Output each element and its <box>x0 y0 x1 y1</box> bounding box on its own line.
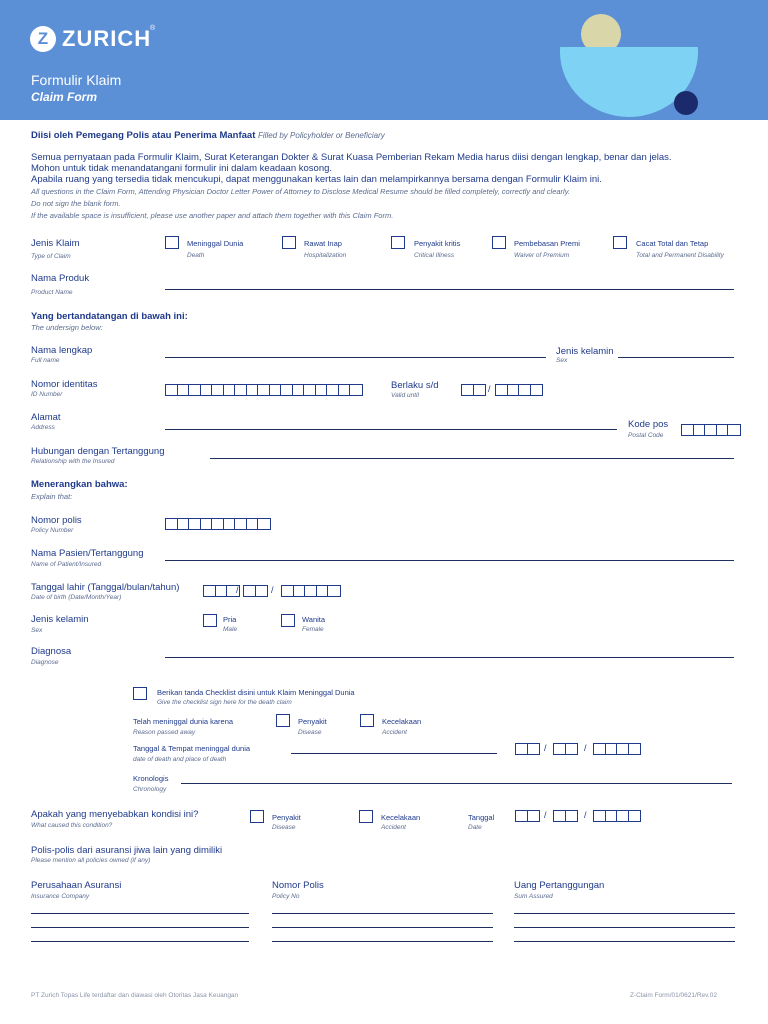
date-separator: / <box>584 810 587 820</box>
patient-sex-label-en: Sex <box>31 627 43 634</box>
sum-assured-header-en: Sum Assured <box>514 893 553 900</box>
death-year-boxes[interactable] <box>593 743 641 755</box>
header-banner <box>0 0 768 120</box>
dob-label-en: Date of birth (Date/Month/Year) <box>31 594 122 601</box>
claim-type-critical-illness-label: Penyakit kritis <box>414 239 461 248</box>
date-separator: / <box>271 585 274 595</box>
claim-type-tpd-checkbox[interactable] <box>613 236 627 249</box>
date-separator: / <box>488 384 491 394</box>
brand-name: ZURICH <box>62 26 152 51</box>
date-separator: / <box>544 743 547 753</box>
undersign-heading-en: The undersign below: <box>31 323 103 332</box>
dob-month-boxes[interactable] <box>243 585 268 597</box>
patient-name-label-en: Name of Patient/Insured <box>31 561 102 568</box>
female-label-en: Female <box>302 626 324 633</box>
male-label: Pria <box>223 615 237 624</box>
cause-label: Apakah yang menyebabkan kondisi ini? <box>31 809 199 820</box>
insurance-company-field-row2[interactable] <box>31 927 249 928</box>
insurance-company-field-row1[interactable] <box>31 913 249 914</box>
female-checkbox[interactable] <box>281 614 295 627</box>
full-name-field[interactable] <box>165 357 546 358</box>
full-name-label-en: Full name <box>31 357 60 364</box>
claim-type-hospitalization-label: Rawat Inap <box>304 239 342 248</box>
claim-type-label: Jenis Klaim <box>31 238 80 249</box>
sum-assured-field-row1[interactable] <box>514 913 735 914</box>
id-number-boxes[interactable] <box>165 384 363 396</box>
diagnosis-field[interactable] <box>165 657 734 658</box>
chronology-label-en: Chronology <box>133 786 167 793</box>
cause-day-boxes[interactable] <box>515 810 540 822</box>
cause-year-boxes[interactable] <box>593 810 641 822</box>
cause-disease-label: Penyakit <box>272 813 301 822</box>
dob-year-boxes[interactable] <box>281 585 341 597</box>
sum-assured-header: Uang Pertanggungan <box>514 880 605 891</box>
product-name-field[interactable] <box>165 289 734 290</box>
chronology-label: Kronologis <box>133 774 169 783</box>
death-day-boxes[interactable] <box>515 743 540 755</box>
decorative-circle-navy <box>674 91 698 115</box>
death-claim-checklist-label: Berikan tanda Checklist disini untuk Klaim Meninggal Dunia <box>157 688 355 697</box>
death-disease-label-en: Disease <box>298 729 322 736</box>
zurich-logo-icon: Z <box>30 26 56 52</box>
date-separator: / <box>544 810 547 820</box>
death-accident-label: Kecelakaan <box>382 717 422 726</box>
cause-date-label-en: Date <box>468 824 482 831</box>
death-disease-checkbox[interactable] <box>276 714 290 727</box>
claim-type-critical-illness-label-en: Critical Illness <box>414 252 455 259</box>
full-name-label: Nama lengkap <box>31 345 93 356</box>
postal-code-label-en: Postal Code <box>628 432 664 439</box>
death-claim-checklist-label-en: Give the checklist sign here for the death claim <box>157 699 292 706</box>
death-date-place-label: Tanggal & Tempat meninggal dunia <box>133 744 251 753</box>
sum-assured-field-row2[interactable] <box>514 927 735 928</box>
valid-until-year-boxes[interactable] <box>495 384 543 396</box>
valid-until-label-en: Valid until <box>391 392 419 399</box>
address-field[interactable] <box>165 429 617 430</box>
cause-disease-checkbox[interactable] <box>250 810 264 823</box>
date-separator: / <box>584 743 587 753</box>
policy-no-field-row2[interactable] <box>272 927 493 928</box>
form-subtitle: Claim Form <box>31 90 98 104</box>
product-name-label-en: Product Name <box>31 289 73 296</box>
claim-type-waiver-label: Pembebasan Premi <box>514 239 580 248</box>
claim-type-hospitalization-checkbox[interactable] <box>282 236 296 249</box>
death-place-field[interactable] <box>291 753 497 754</box>
male-label-en: Male <box>223 626 238 633</box>
intro-line-1: Semua pernyataan pada Formulir Klaim, Surat Keterangan Dokter & Surat Kuasa Pemberian Rekam Media harus diisi dengan lengkap, benar dan jelas. <box>31 152 672 163</box>
relationship-field[interactable] <box>210 458 734 459</box>
claim-type-hospitalization-label-en: Hospitalization <box>304 252 347 259</box>
policy-no-field-row1[interactable] <box>272 913 493 914</box>
claim-type-critical-illness-checkbox[interactable] <box>391 236 405 249</box>
footer-form-code: Z-Claim Form/01/0621/Rev.02 <box>630 992 717 999</box>
policy-no-header: Nomor Polis <box>272 880 324 891</box>
claim-type-death-label: Meninggal Dunia <box>187 239 244 248</box>
policy-number-boxes[interactable] <box>165 518 271 530</box>
cause-accident-checkbox[interactable] <box>359 810 373 823</box>
cause-accident-label: Kecelakaan <box>381 813 421 822</box>
dob-label: Tanggal lahir (Tanggal/bulan/tahun) <box>31 582 180 593</box>
sex-label: Jenis kelamin <box>556 346 614 357</box>
registered-mark: ® <box>150 25 156 32</box>
valid-until-label: Berlaku s/d <box>391 380 439 391</box>
postal-code-label: Kode pos <box>628 419 669 430</box>
explain-heading-en: Explain that: <box>31 492 73 501</box>
insurance-company-header-en: Insurance Company <box>31 893 90 900</box>
address-label-en: Address <box>31 424 55 431</box>
insurance-company-field-row3[interactable] <box>31 941 249 942</box>
chronology-field[interactable] <box>181 783 732 784</box>
diagnosis-label: Diagnosa <box>31 646 72 657</box>
death-claim-checkbox[interactable] <box>133 687 147 700</box>
cause-disease-label-en: Disease <box>272 824 296 831</box>
claim-type-tpd-label-en: Total and Permanent Disability <box>636 252 724 259</box>
intro-line-2: Mohon untuk tidak menandatangani formulir ini dalam keadaan kosong. <box>31 163 333 174</box>
patient-sex-label: Jenis kelamin <box>31 614 89 625</box>
undersign-heading: Yang bertandatangan di bawah ini: <box>31 311 188 322</box>
death-disease-label: Penyakit <box>298 717 327 726</box>
sex-label-en: Sex <box>556 357 568 364</box>
postal-code-boxes[interactable] <box>681 424 741 436</box>
cause-month-boxes[interactable] <box>553 810 578 822</box>
intro-line-en-1: All questions in the Claim Form, Attending Physician Doctor Letter Power of Attorney to Disclose Medical Resume should be filled completely, correctly and clearly. <box>31 187 570 196</box>
intro-line-en-3: If the available space is insufficient, please use another paper and attach them together with this Claim Form. <box>31 211 394 220</box>
claim-type-death-label-en: Death <box>187 252 205 259</box>
policy-no-field-row3[interactable] <box>272 941 493 942</box>
date-separator: / <box>236 585 239 595</box>
other-policies-label: Polis-polis dari asuransi jiwa lain yang dimiliki <box>31 845 223 856</box>
footer-legal: PT Zurich Topas Life terdaftar dan diawasi oleh Otoritas Jasa Keuangan <box>31 992 239 999</box>
id-number-label: Nomor identitas <box>31 379 98 390</box>
cause-date-label: Tanggal <box>468 813 495 822</box>
cause-accident-label-en: Accident <box>381 824 406 831</box>
policy-number-label-en: Policy Number <box>31 527 74 534</box>
death-reason-label-en: Reason passed away <box>133 729 196 736</box>
policy-number-label: Nomor polis <box>31 515 82 526</box>
sex-field[interactable] <box>618 357 734 358</box>
diagnosis-label-en: Diagnose <box>31 659 59 666</box>
death-date-place-label-en: date of death and place of death <box>133 756 227 763</box>
product-name-label: Nama Produk <box>31 273 90 284</box>
patient-name-field[interactable] <box>165 560 734 561</box>
dob-day-boxes[interactable] <box>203 585 240 597</box>
male-checkbox[interactable] <box>203 614 217 627</box>
female-label: Wanita <box>302 615 326 624</box>
intro-line-3: Apabila ruang yang tersedia tidak mencukupi, dapat menggunakan kertas lain dan melampirkannya bersama dengan Formulir Klaim ini. <box>31 174 602 185</box>
death-accident-checkbox[interactable] <box>360 714 374 727</box>
form-title: Formulir Klaim <box>31 72 122 88</box>
intro-heading: Diisi oleh Pemegang Polis atau Penerima Manfaat Filled by Policyholder or Beneficiary <box>31 130 385 141</box>
death-accident-label-en: Accident <box>382 729 407 736</box>
patient-name-label: Nama Pasien/Tertanggung <box>31 548 144 559</box>
id-number-label-en: ID Number <box>31 391 63 398</box>
address-label: Alamat <box>31 412 61 423</box>
explain-heading: Menerangkan bahwa: <box>31 479 128 490</box>
policy-no-header-en: Policy No <box>272 893 300 900</box>
relationship-label-en: Relationship with the Insured <box>31 458 115 465</box>
cause-label-en: What caused this condition? <box>31 822 113 829</box>
intro-line-en-2: Do not sign the blank form. <box>31 199 121 208</box>
relationship-label: Hubungan dengan Tertanggung <box>31 446 165 457</box>
other-policies-label-en: Please mention all policies owned (if any) <box>31 857 151 864</box>
claim-type-waiver-checkbox[interactable] <box>492 236 506 249</box>
valid-until-month-boxes[interactable] <box>461 384 486 396</box>
insurance-company-header: Perusahaan Asuransi <box>31 880 122 891</box>
claim-type-death-checkbox[interactable] <box>165 236 179 249</box>
death-month-boxes[interactable] <box>553 743 578 755</box>
sum-assured-field-row3[interactable] <box>514 941 735 942</box>
claim-type-label-en: Type of Claim <box>31 253 71 260</box>
death-reason-label: Telah meninggal dunia karena <box>133 717 234 726</box>
claim-type-tpd-label: Cacat Total dan Tetap <box>636 239 709 248</box>
claim-type-waiver-label-en: Waiver of Premium <box>514 252 570 259</box>
